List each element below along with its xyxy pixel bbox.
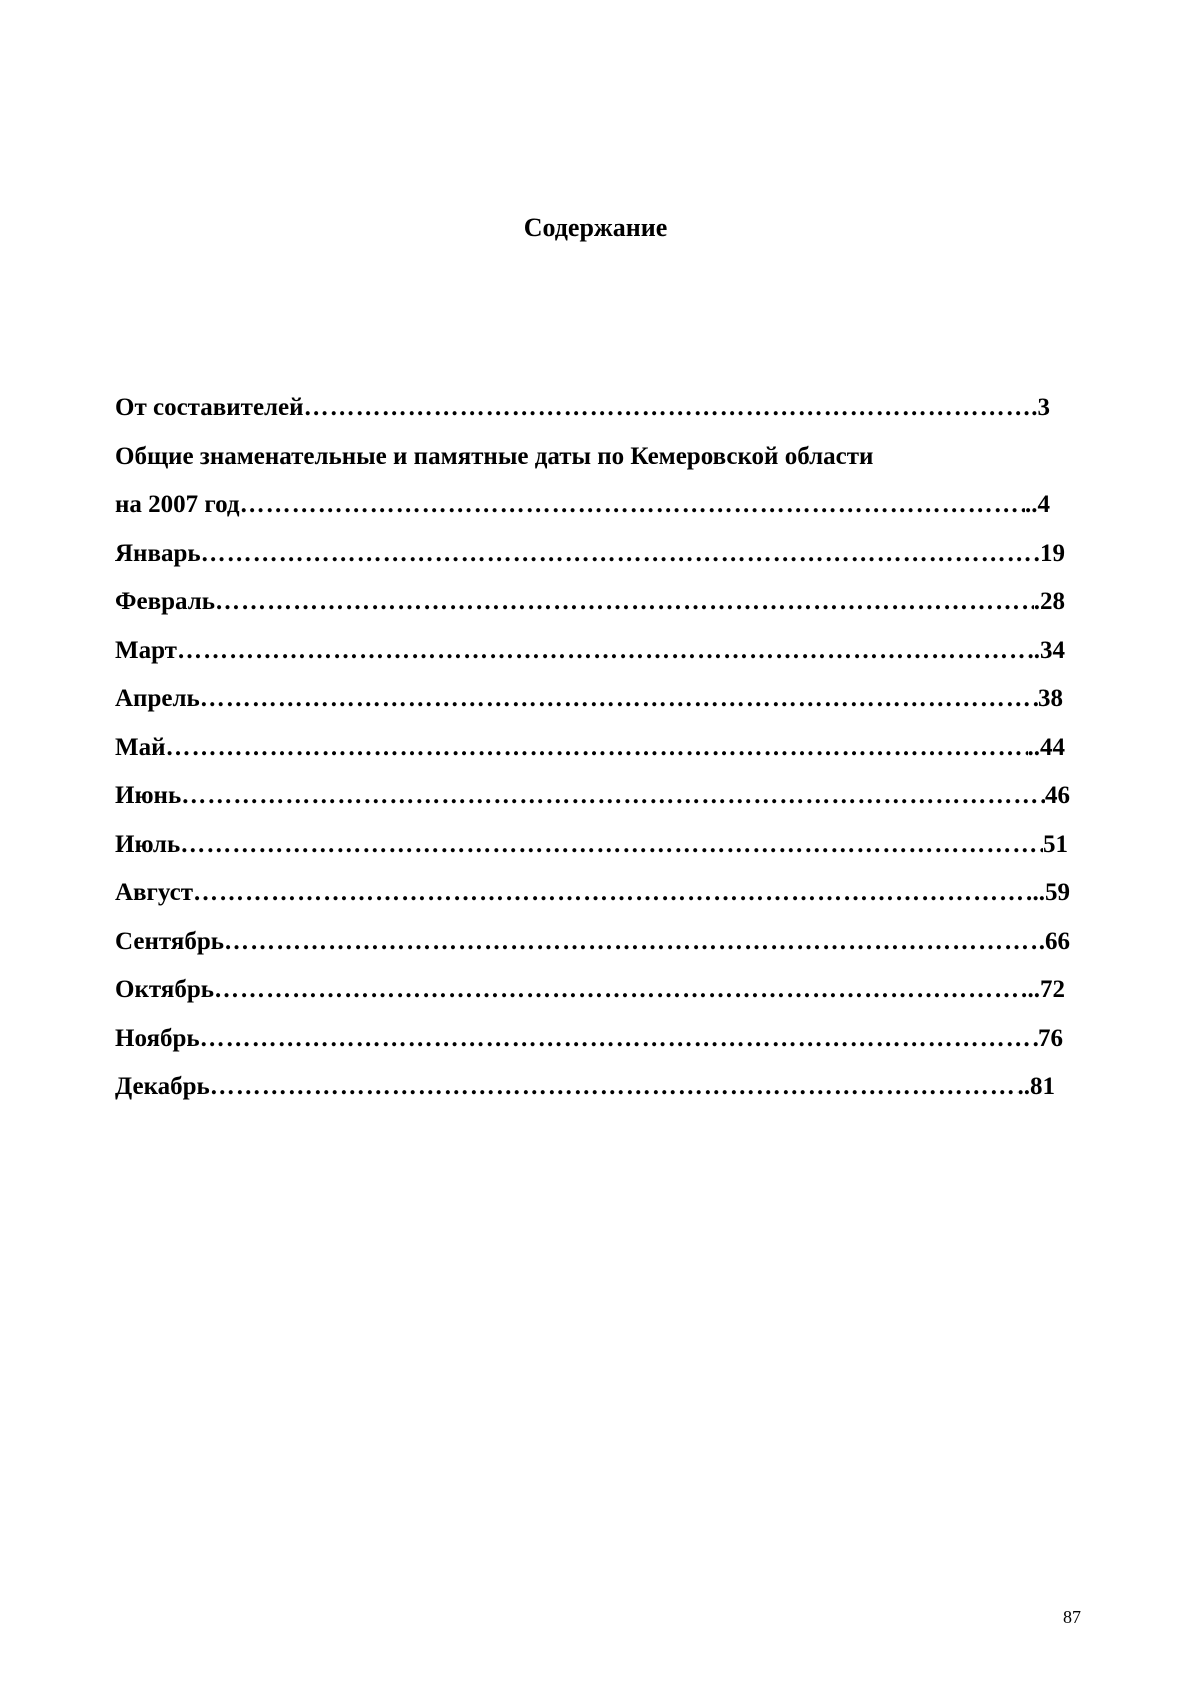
toc-leader-dots (304, 390, 1032, 426)
toc-entry-label: Апрель (115, 685, 200, 712)
toc-entry-label: Январь (115, 539, 201, 567)
toc-page-number: .28 (1033, 588, 1065, 615)
toc-page-number: ..72 (1027, 976, 1065, 1003)
toc-entry-label: Август (115, 879, 194, 906)
toc-page-number: ..34 (1027, 636, 1065, 664)
toc-leader-dots (201, 536, 1040, 572)
toc-page-number: .3 (1031, 394, 1050, 421)
toc-entry-label: От составителей (115, 394, 304, 421)
toc-entry-label: Июнь (115, 782, 182, 809)
toc-leader-dots (210, 1069, 1018, 1105)
toc-page-number: ..59 (1032, 879, 1070, 906)
toc-row-april[interactable] (115, 681, 1063, 730)
page-title: Содержание (523, 213, 668, 242)
toc-row-march[interactable] (115, 633, 1065, 682)
toc-row-december[interactable] (115, 1069, 1055, 1118)
toc-entry-label: Общие знаменательные и памятные даты по Кемеровской области (115, 442, 874, 470)
toc-leader-dots (166, 730, 1028, 766)
toc-entry-label: Декабрь (115, 1073, 210, 1100)
toc-row-november[interactable] (115, 1021, 1063, 1070)
toc-row-general[interactable] (115, 487, 1050, 536)
toc-entry-label: Май (115, 733, 166, 761)
toc-row-may[interactable] (115, 730, 1065, 779)
toc-page-number: ..44 (1027, 733, 1065, 761)
toc-entry-label: на 2007 год (115, 491, 240, 518)
toc-row-june[interactable] (115, 778, 1070, 827)
toc-page-number: 46 (1045, 782, 1070, 809)
toc-row-intro[interactable] (115, 390, 1050, 439)
toc-row-general-heading[interactable] (115, 439, 1055, 488)
toc-page-number: 51 (1043, 830, 1068, 858)
toc-leader-dots (193, 875, 1032, 911)
table-of-contents (115, 390, 1070, 1118)
toc-leader-dots (214, 972, 1028, 1008)
toc-leader-dots (200, 681, 1038, 717)
toc-leader-dots (177, 633, 1028, 669)
toc-entry-label: Февраль (115, 588, 215, 615)
toc-leader-dots (224, 924, 1039, 960)
toc-row-july[interactable] (115, 827, 1068, 876)
toc-leader-dots (215, 584, 1034, 620)
toc-row-october[interactable] (115, 972, 1065, 1021)
toc-row-february[interactable] (115, 584, 1065, 633)
toc-page-number: 19 (1040, 539, 1065, 567)
page-number: 87 (1063, 1607, 1081, 1627)
toc-entry-label: Октябрь (115, 976, 214, 1003)
toc-entry-label: Ноябрь (115, 1024, 200, 1052)
toc-row-august[interactable] (115, 875, 1070, 924)
toc-row-september[interactable] (115, 924, 1070, 973)
toc-entry-label: Сентябрь (115, 927, 224, 955)
toc-page-number: 38 (1038, 685, 1063, 712)
toc-page-number: .66 (1038, 927, 1070, 955)
toc-entry-label: Март (115, 636, 177, 664)
toc-page-number: ..81 (1017, 1073, 1055, 1100)
toc-leader-dots (200, 1021, 1038, 1057)
toc-page-number: ..4 (1025, 491, 1050, 518)
toc-leader-dots (180, 827, 1043, 863)
toc-leader-dots (181, 778, 1045, 814)
toc-entry-label: Июль (115, 830, 181, 858)
toc-page-number: 76 (1038, 1024, 1063, 1052)
toc-row-january[interactable] (115, 536, 1065, 585)
toc-leader-dots (240, 487, 1025, 523)
